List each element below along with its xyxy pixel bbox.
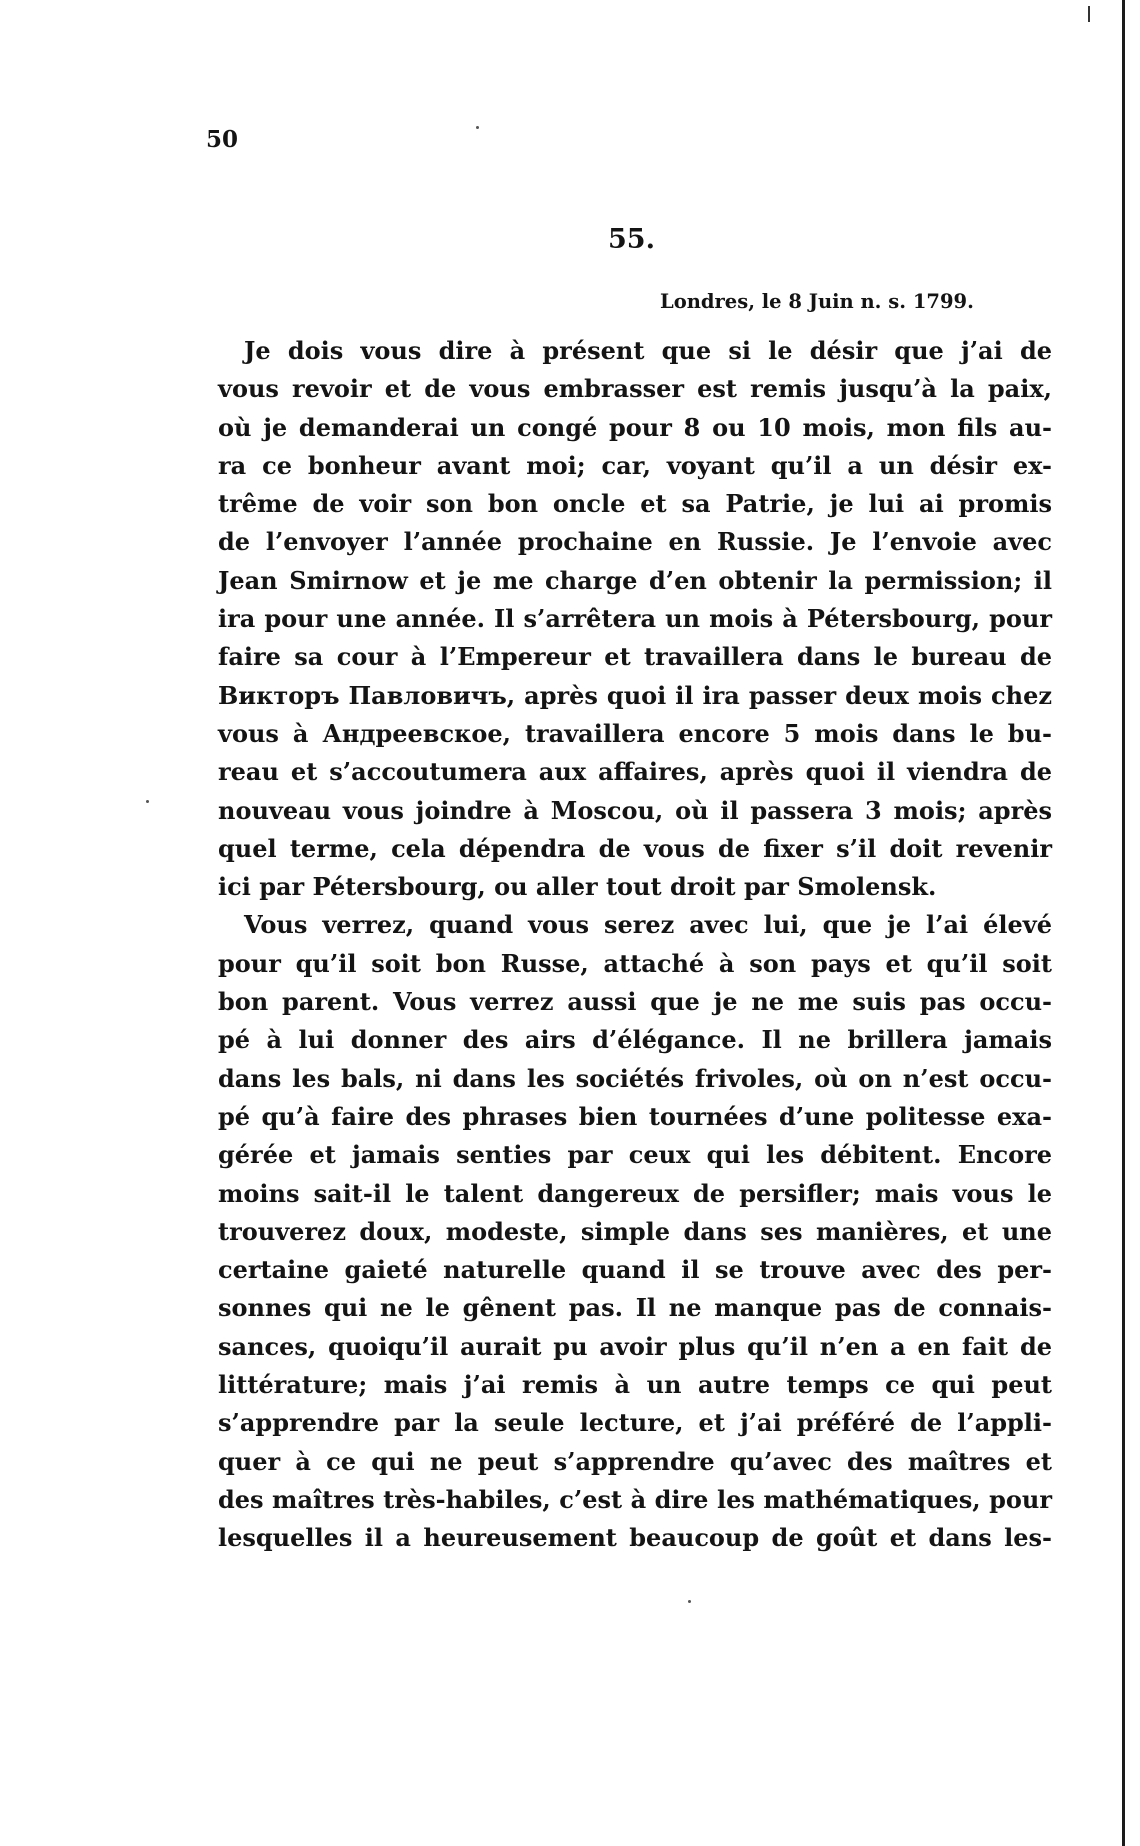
text-line: pé qu’à faire des phrases bien tournées d’une politesse exa- <box>218 1101 1052 1131</box>
text-line: pour qu’il soit bon Russe, attaché à son pays et qu’il soit <box>218 948 1052 978</box>
text-line: nouveau vous joindre à Moscou, où il passera 3 mois; après <box>218 795 1052 825</box>
text-line: Jean Smirnow et je me charge d’en obtenir la permission; il <box>218 565 1052 595</box>
text-line: ira pour une année. Il s’arrêtera un mois à Pétersbourg, pour <box>218 604 1052 634</box>
text-line: lesquelles il a heureusement beaucoup de goût et dans les- <box>218 1523 1052 1553</box>
text-line: où je demanderai un congé pour 8 ou 10 mois, mon fils au- <box>218 412 1052 442</box>
text-line: trouverez doux, modeste, simple dans ses manières, et une <box>218 1216 1052 1246</box>
text-line: quel terme, cela dépendra de vous de fixer s’il doit revenir <box>218 833 1052 863</box>
scan-speck <box>476 126 479 129</box>
text-line: ra ce bonheur avant moi; car, voyant qu’il a un désir ex- <box>218 450 1052 480</box>
text-line: dans les bals, ni dans les sociétés frivoles, où on n’est occu- <box>218 1063 1052 1093</box>
text-line: bon parent. Vous verrez aussi que je ne me suis pas occu- <box>218 987 1052 1017</box>
text-line: des maîtres très-habiles, c’est à dire les mathématiques, pour <box>218 1484 1052 1514</box>
text-line: vous revoir et de vous embrasser est remis jusqu’à la paix, <box>218 374 1052 404</box>
letter-number: 55. <box>608 224 655 255</box>
text-line: sances, quoiqu’il aurait pu avoir plus qu’il n’en a en fait de <box>218 1331 1052 1361</box>
text-line: ici par Pétersbourg, ou aller tout droit par Smolensk. <box>218 872 937 902</box>
text-line: certaine gaieté naturelle quand il se trouve avec des per- <box>218 1255 1052 1285</box>
text-line: pé à lui donner des airs d’élégance. Il ne brillera jamais <box>218 1025 1052 1055</box>
text-line: quer à ce qui ne peut s’apprendre qu’avec des maîtres et <box>218 1446 1052 1476</box>
text-line: gérée et jamais senties par ceux qui les débitent. Encore <box>218 1140 1052 1170</box>
text-line: de l’envoyer l’année prochaine en Russie. Je l’envoie avec <box>218 527 1052 557</box>
paragraph <box>218 906 1052 1557</box>
page-edge-mark <box>1088 6 1090 22</box>
text-line: reau et s’accoutumera aux affaires, après quoi il viendra de <box>218 757 1052 787</box>
text-line: moins sait-il le talent dangereux de persifler; mais vous le <box>218 1178 1052 1208</box>
text-line: vous à Андреевское, travaillera encore 5 mois dans le bu- <box>218 718 1052 748</box>
text-line: trême de voir son bon oncle et sa Patrie, je lui ai promis <box>218 489 1052 519</box>
text-line: sonnes qui ne le gênent pas. Il ne manque pas de connais- <box>218 1293 1052 1323</box>
text-line: Vous verrez, quand vous serez avec lui, que je l’ai élevé <box>244 910 1052 940</box>
text-line: s’apprendre par la seule lecture, et j’ai préféré de l’appli- <box>218 1408 1052 1438</box>
text-line: faire sa cour à l’Empereur et travaillera dans le bureau de <box>218 642 1052 672</box>
scan-speck <box>146 800 149 803</box>
paragraph <box>218 332 1052 906</box>
letter-body <box>218 332 1052 1558</box>
letter-dateline: Londres, le 8 Juin n. s. 1799. <box>660 290 974 313</box>
page-edge-line <box>1122 0 1125 1846</box>
page-number: 50 <box>206 126 239 153</box>
text-line: littérature; mais j’ai remis à un autre temps ce qui peut <box>218 1370 1052 1400</box>
scan-speck <box>688 1600 691 1603</box>
text-line: Викторъ Павловичъ, après quoi il ira passer deux mois chez <box>218 680 1052 710</box>
text-line: Je dois vous dire à présent que si le désir que j’ai de <box>244 336 1052 365</box>
